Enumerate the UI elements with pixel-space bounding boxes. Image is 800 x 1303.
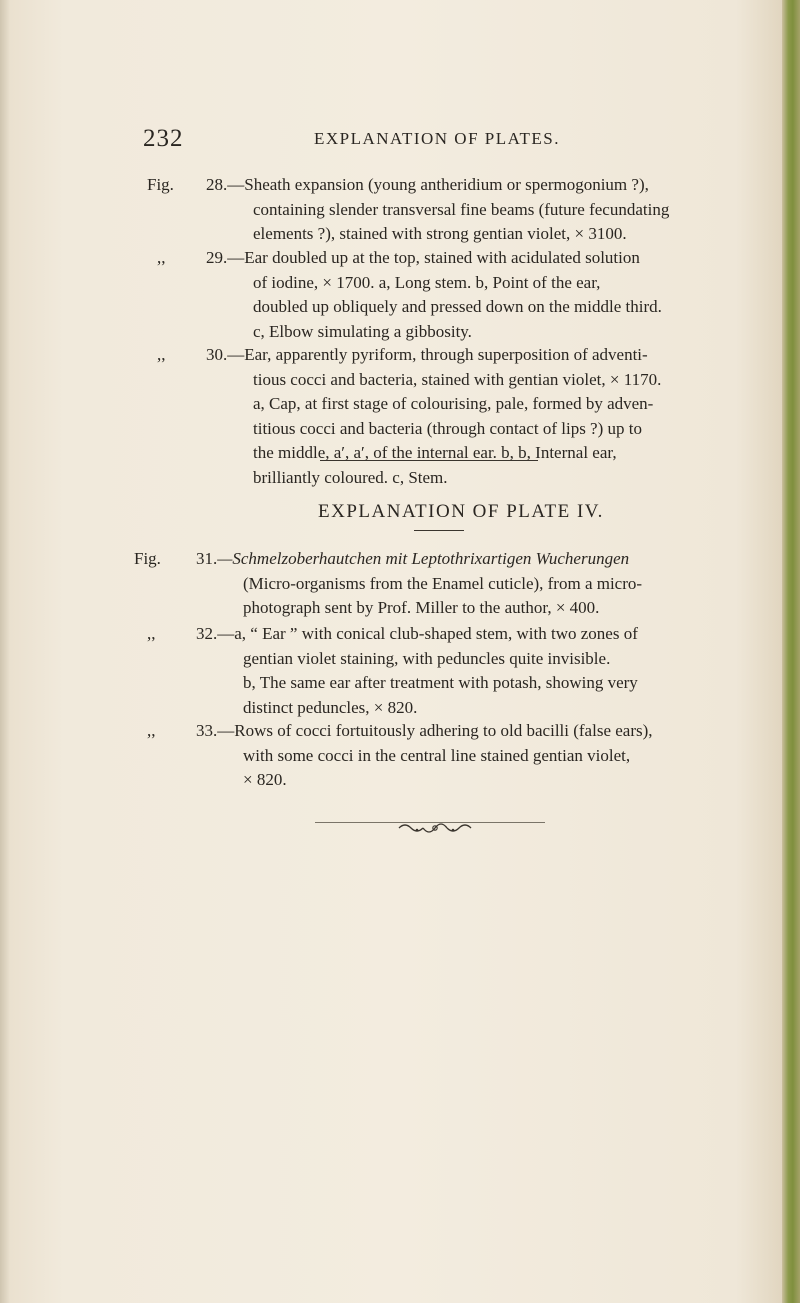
section-divider xyxy=(320,460,538,461)
ditto-mark: ,, xyxy=(147,624,156,643)
entry-line: gentian violet staining, with peduncles quite invisible. xyxy=(243,648,611,668)
entry-line: 33.—Rows of cocci fortuitously adhering to old bacilli (false ears), xyxy=(196,719,736,744)
page-header xyxy=(0,125,800,155)
entry-line: a, Cap, at first stage of colourising, pale, formed by adven- xyxy=(253,394,654,413)
entry-text xyxy=(196,622,736,720)
entry-line: the middle, a′, a′, of the internal ear. b, b, Internal ear, xyxy=(253,443,617,462)
entry-line: elements ?), stained with strong gentian violet, × 3100. xyxy=(253,224,627,243)
flourish-ornament-icon xyxy=(395,820,475,840)
entry-text xyxy=(206,246,746,344)
section-heading: EXPLANATION OF PLATE IV. xyxy=(318,501,604,522)
book-spine-edge xyxy=(782,0,800,1303)
entry-text xyxy=(196,547,736,621)
entry-line: 31.—Schmelzoberhautchen mit Leptothrixartigen Wucherungen xyxy=(196,547,736,572)
heading-underline xyxy=(414,530,464,531)
entry-line: with some cocci in the central line stained gentian violet, xyxy=(243,745,631,765)
entry-line: 29.—Ear doubled up at the top, stained with acidulated solution xyxy=(206,246,746,271)
entry-line: tious cocci and bacteria, stained with gentian violet, × 1170. xyxy=(253,369,662,389)
running-title: EXPLANATION OF PLATES. xyxy=(314,129,560,148)
fig-label: Fig. xyxy=(147,175,174,194)
entry-line: of iodine, × 1700. a, Long stem. b, Point of the ear, xyxy=(253,272,601,292)
entry-line: photograph sent by Prof. Miller to the author, × 400. xyxy=(243,598,600,617)
figure-number: 32. xyxy=(196,624,218,643)
figure-number: 29. xyxy=(206,248,228,267)
entry-line: doubled up obliquely and pressed down on the middle third. xyxy=(253,297,662,316)
fig-label: Fig. xyxy=(134,549,161,568)
figure-number: 30. xyxy=(206,345,228,364)
entry-line: titious cocci and bacteria (through contact of lips ?) up to xyxy=(253,418,642,438)
figure-number: 31. xyxy=(196,549,218,568)
entry-line: b, The same ear after treatment with potash, showing very xyxy=(243,673,638,692)
entry-text xyxy=(196,719,736,793)
entry-line: distinct peduncles, × 820. xyxy=(243,697,418,717)
ditto-mark: ,, xyxy=(157,248,166,267)
entry-text xyxy=(206,173,746,247)
figure-number: 28. xyxy=(206,175,228,194)
page-number: 232 xyxy=(143,125,184,152)
ditto-mark: ,, xyxy=(157,345,166,364)
ditto-mark: ,, xyxy=(147,721,156,740)
page-shadow-left xyxy=(0,0,10,1303)
entry-line: 32.—a, “ Ear ” with conical club-shaped stem, with two zones of xyxy=(196,622,736,647)
entry-line: × 820. xyxy=(243,770,287,789)
figure-number: 33. xyxy=(196,721,218,740)
entry-line: 30.—Ear, apparently pyriform, through superposition of adventi- xyxy=(206,343,746,368)
entry-text xyxy=(206,343,746,490)
entry-line: (Micro-organisms from the Enamel cuticle), from a micro- xyxy=(243,573,643,593)
entry-line: 28.—Sheath expansion (young antheridium or spermogonium ?), xyxy=(206,173,746,198)
entry-line: brilliantly coloured. c, Stem. xyxy=(253,467,448,487)
entry-line: c, Elbow simulating a gibbosity. xyxy=(253,321,472,341)
entry-line: containing slender transversal fine beams (future fecundating xyxy=(253,199,670,219)
